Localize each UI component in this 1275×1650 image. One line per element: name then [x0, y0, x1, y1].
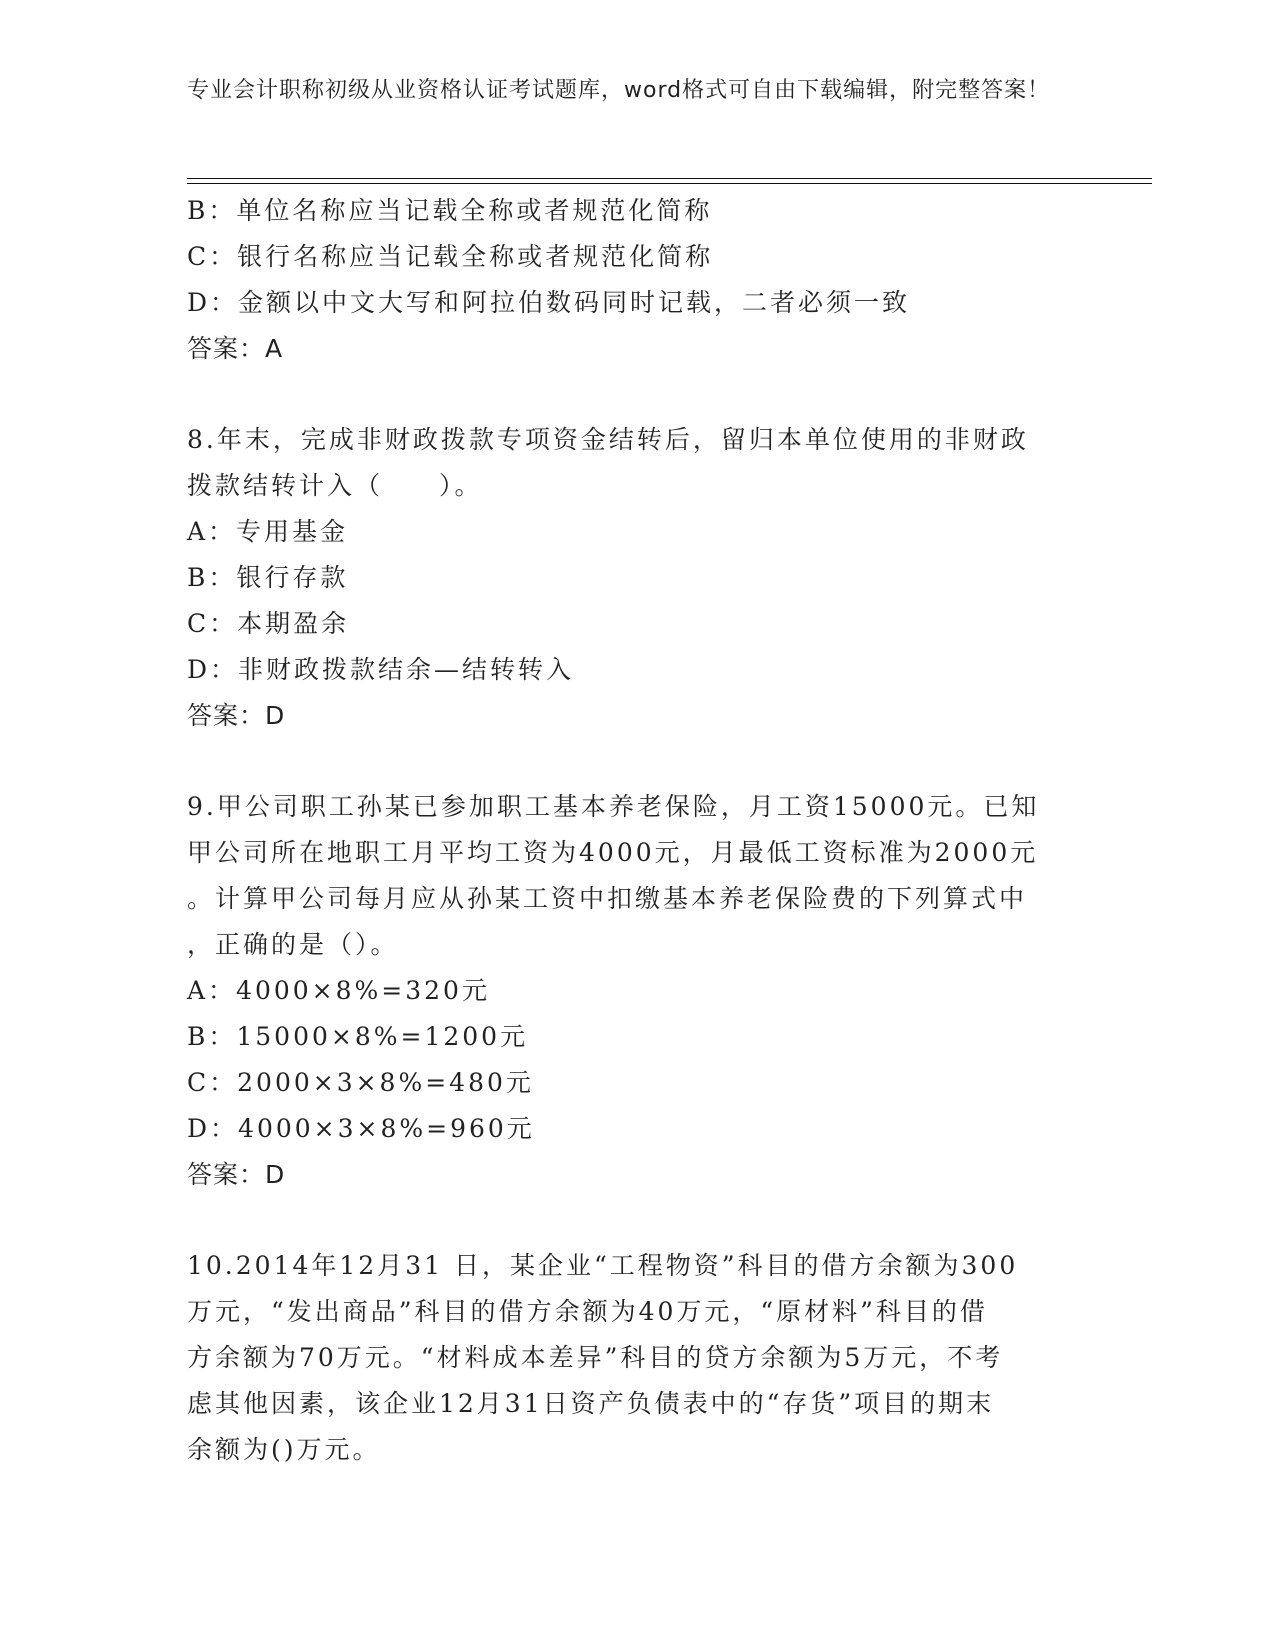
question-text-line: 。计算甲公司每月应从孙某工资中扣缴基本养老保险费的下列算式中 — [187, 884, 1028, 913]
option-b: B：单位名称应当记载全称或者规范化简称 — [187, 196, 713, 225]
answer: 答案：A — [187, 334, 284, 363]
document-body — [187, 188, 1087, 1473]
option-b: B：银行存款 — [187, 563, 349, 592]
option-a: A：4000×8%=320元 — [187, 976, 490, 1005]
option-d: D：金额以中文大写和阿拉伯数码同时记载，二者必须一致 — [187, 288, 911, 317]
answer: 答案：D — [187, 1160, 286, 1189]
question-text-line: 9.甲公司职工孙某已参加职工基本养老保险，月工资15000元。已知 — [187, 792, 1040, 821]
header-rule-bottom — [187, 183, 1152, 184]
option-d: D：非财政拨款结余—结转转入 — [187, 655, 575, 684]
header-rule-top — [187, 178, 1152, 179]
question-10 — [187, 1243, 1087, 1473]
option-a: A：专用基金 — [187, 517, 349, 546]
question-7-continued — [187, 188, 1087, 372]
option-b: B：15000×8%=1200元 — [187, 1022, 529, 1051]
document-header: 专业会计职称初级从业资格认证考试题库，word格式可自由下载编辑，附完整答案！ — [187, 78, 1051, 103]
answer: 答案：D — [187, 701, 286, 730]
question-text-line: 余额为()万元。 — [187, 1435, 381, 1464]
option-c: C：本期盈余 — [187, 609, 350, 638]
option-c: C：银行名称应当记载全称或者规范化简称 — [187, 242, 714, 271]
question-text-line: 万元，“发出商品”科目的借方余额为40万元，“原材料”科目的借 — [187, 1297, 988, 1326]
option-c: C：2000×3×8%=480元 — [187, 1068, 534, 1097]
question-text-line: 方余额为70万元。“材料成本差异”科目的贷方余额为5万元，不考 — [187, 1343, 1004, 1372]
option-d: D：4000×3×8%=960元 — [187, 1114, 535, 1143]
question-text-line: 10.2014年12月31 日，某企业“工程物资”科目的借方余额为300 — [187, 1251, 1019, 1280]
question-text-line: 甲公司所在地职工月平均工资为4000元，月最低工资标准为2000元 — [187, 838, 1039, 867]
question-9 — [187, 784, 1087, 1198]
question-text-line: 8.年末，完成非财政拨款专项资金结转后，留归本单位使用的非财政 — [187, 425, 1029, 454]
question-8 — [187, 417, 1087, 739]
question-text-line: ，正确的是（）。 — [187, 930, 399, 959]
question-text-line: 拨款结转计入（ ）。 — [187, 471, 483, 500]
question-text-line: 虑其他因素，该企业12月31日资产负债表中的“存货”项目的期末 — [187, 1389, 995, 1418]
